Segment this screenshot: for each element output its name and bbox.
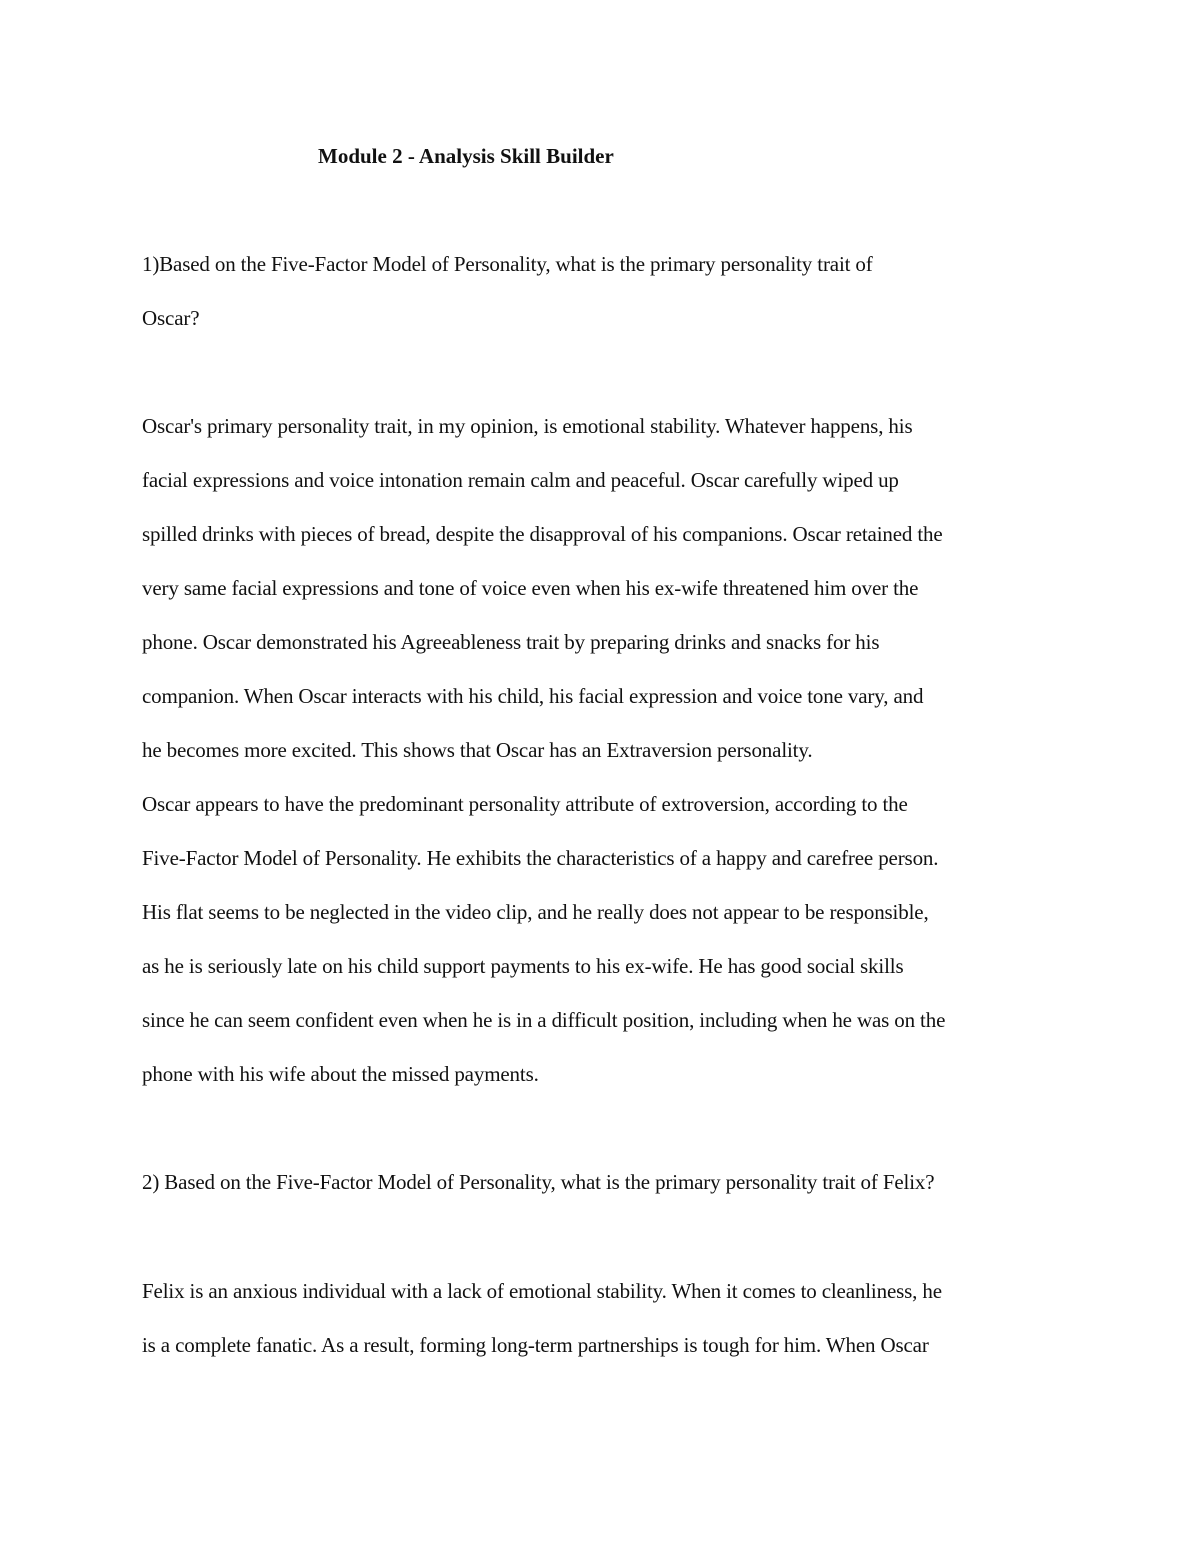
answer-1-paragraph-2-line: His flat seems to be neglected in the video clip, and he really does not appear to be responsible, — [142, 900, 929, 924]
answer-1-paragraph-2-line: as he is seriously late on his child support payments to his ex-wife. He has good social skills — [142, 954, 904, 978]
answer-1-paragraph-1-line: facial expressions and voice intonation remain calm and peaceful. Oscar carefully wiped up — [142, 468, 899, 492]
answer-1-paragraph-2-line: phone with his wife about the missed payments. — [142, 1062, 539, 1086]
question-1-line: 1)Based on the Five-Factor Model of Personality, what is the primary personality trait of — [142, 252, 873, 276]
answer-1-paragraph-1-line: Oscar's primary personality trait, in my opinion, is emotional stability. Whatever happens, his — [142, 414, 913, 438]
answer-2-line: Felix is an anxious individual with a lack of emotional stability. When it comes to cleanliness, he — [142, 1279, 942, 1303]
answer-1-paragraph-1-line: phone. Oscar demonstrated his Agreeableness trait by preparing drinks and snacks for his — [142, 630, 880, 654]
answer-1-paragraph-1-line: he becomes more excited. This shows that Oscar has an Extraversion personality. — [142, 738, 813, 762]
answer-2-line: is a complete fanatic. As a result, forming long-term partnerships is tough for him. When Oscar — [142, 1333, 929, 1357]
document-title: Module 2 - Analysis Skill Builder — [318, 144, 614, 168]
question-2-line: 2) Based on the Five-Factor Model of Personality, what is the primary personality trait of Felix? — [142, 1170, 935, 1194]
answer-1-paragraph-1-line: very same facial expressions and tone of voice even when his ex-wife threatened him over the — [142, 576, 919, 600]
answer-1-paragraph-2-line: Five-Factor Model of Personality. He exhibits the characteristics of a happy and carefree person. — [142, 846, 939, 870]
answer-1-paragraph-1-line: spilled drinks with pieces of bread, despite the disapproval of his companions. Oscar retained the — [142, 522, 943, 546]
answer-1-paragraph-2-line: since he can seem confident even when he is in a difficult position, including when he was on the — [142, 1008, 946, 1032]
answer-1-paragraph-2-line: Oscar appears to have the predominant personality attribute of extroversion, according to the — [142, 792, 908, 816]
answer-1-paragraph-1-line: companion. When Oscar interacts with his child, his facial expression and voice tone vary, and — [142, 684, 924, 708]
question-1-line: Oscar? — [142, 306, 200, 330]
